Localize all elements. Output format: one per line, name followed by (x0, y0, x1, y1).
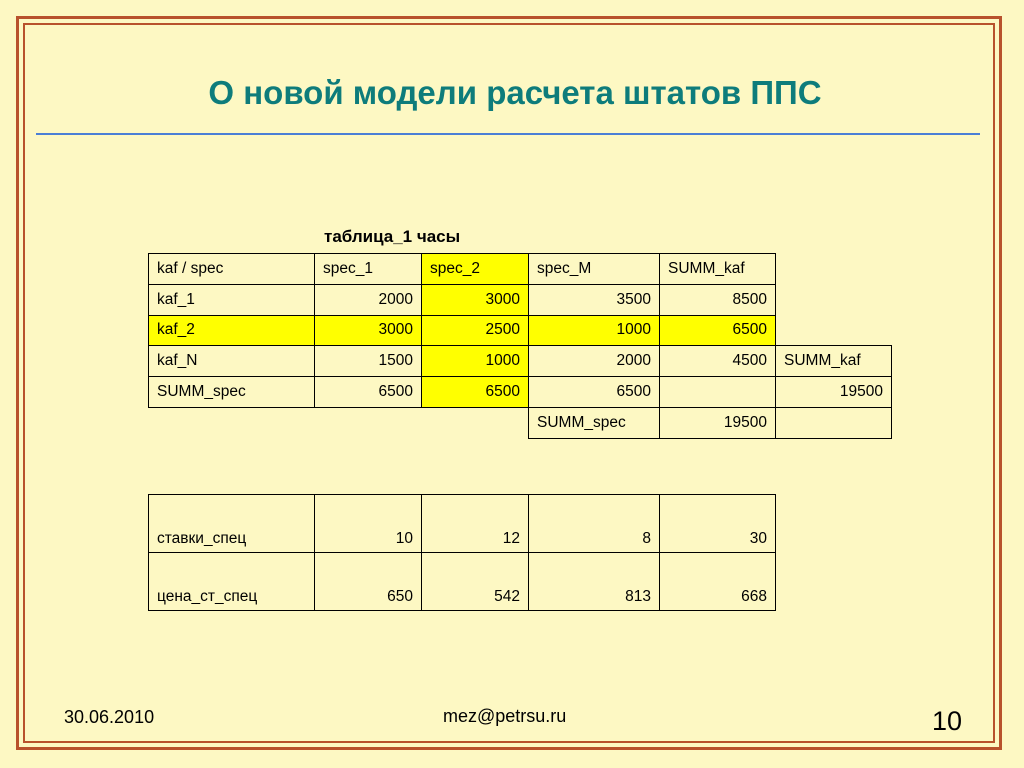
table-row (149, 254, 892, 285)
table-row (149, 315, 892, 346)
empty-cell (315, 407, 422, 438)
table-cell (776, 407, 892, 438)
table-cell: 6500 (315, 377, 422, 408)
total-cell-summ-spec: 19500 (660, 407, 776, 438)
table-row (149, 284, 892, 315)
header-cell-spec-1: spec_1 (315, 254, 422, 285)
table-caption: таблица_1 часы (324, 227, 461, 246)
table-row (149, 346, 892, 377)
table-cell: 1000 (529, 315, 660, 346)
empty-cell (149, 407, 315, 438)
header-cell-summ-kaf-total: SUMM_kaf (776, 346, 892, 377)
total-cell-summ-kaf: 19500 (776, 377, 892, 408)
empty-cell (776, 315, 892, 346)
slide-title: О новой модели расчета штатов ППС (208, 74, 822, 111)
header-cell-spec-m: spec_M (529, 254, 660, 285)
empty-cell (776, 254, 892, 285)
table-cell: 1500 (315, 346, 422, 377)
header-cell-spec-2: spec_2 (422, 254, 529, 285)
table-cell: 650 (315, 553, 422, 611)
table-cell: 3000 (315, 315, 422, 346)
table-cell: 8 (529, 495, 660, 553)
empty-cell (776, 284, 892, 315)
table-cell: 813 (529, 553, 660, 611)
row-label-summ-spec: SUMM_spec (149, 377, 315, 408)
hours-table (148, 253, 892, 439)
table-cell: 10 (315, 495, 422, 553)
table-cell: 668 (660, 553, 776, 611)
footer-email: mez@petrsu.ru (443, 706, 567, 726)
row-label-summ-spec-total: SUMM_spec (529, 407, 660, 438)
table-cell: 4500 (660, 346, 776, 377)
table-cell: 1000 (422, 346, 529, 377)
table-row (149, 407, 892, 438)
row-label-rates: ставки_спец (149, 495, 315, 553)
table-cell: 542 (422, 553, 529, 611)
row-label-kaf-n: kaf_N (149, 346, 315, 377)
table-row (149, 377, 892, 408)
header-cell-kaf-spec: kaf / spec (149, 254, 315, 285)
row-label-prices: цена_ст_спец (149, 553, 315, 611)
table-cell: 2500 (422, 315, 529, 346)
empty-cell (422, 407, 529, 438)
table-cell: 2000 (315, 284, 422, 315)
header-cell-summ-kaf: SUMM_kaf (660, 254, 776, 285)
table-cell: 2000 (529, 346, 660, 377)
table-cell: 8500 (660, 284, 776, 315)
table-row (149, 553, 776, 611)
rates-table (148, 494, 776, 611)
row-label-kaf-1: kaf_1 (149, 284, 315, 315)
table-cell: 6500 (422, 377, 529, 408)
row-label-kaf-2: kaf_2 (149, 315, 315, 346)
table-cell (660, 377, 776, 408)
table-cell: 6500 (660, 315, 776, 346)
table-cell: 3000 (422, 284, 529, 315)
table-cell: 3500 (529, 284, 660, 315)
table-cell: 30 (660, 495, 776, 553)
title-underline (36, 133, 980, 135)
table-cell: 12 (422, 495, 529, 553)
table-cell: 6500 (529, 377, 660, 408)
footer-date: 30.06.2010 (64, 707, 155, 727)
table-row (149, 495, 776, 553)
page-number: 10 (932, 706, 963, 736)
